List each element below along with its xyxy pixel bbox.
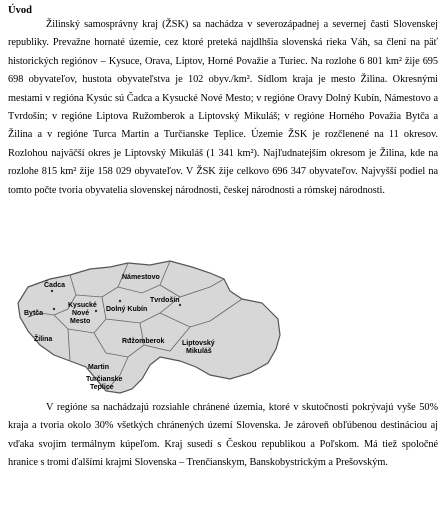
label-nove: Nové bbox=[72, 310, 90, 317]
label-cadca: Čadca bbox=[44, 282, 66, 289]
label-liptovsky: Liptovský bbox=[182, 340, 215, 347]
region-map-graphic bbox=[10, 257, 286, 395]
label-zilina: Žilina bbox=[34, 336, 53, 343]
label-bytca: Bytča bbox=[24, 310, 44, 317]
intro-paragraph: Žilinský samosprávny kraj (ŽSK) sa nachádza v severozápadnej a severnej časti Slovenskej republiky. Prevažne hornaté územie, cez ktoré preteká najdlhšia slovenská rieka Váh, sa člení na päť historických regiónov – Kysuce, Orava, Liptov, Horné Považie a Turiec. Na rozlohe 6 801 km² žije 695 698 obyvateľov, hustota obyvateľstva je 102 obyv./km². Sídlom kraja je mesto Žilina. Okresnými mestami v regióna Kysúc sú Čadca a Kysucké Nové Mesto; v regióne Oravy Dolný Kubín, Námestovo a Tvrdošín; v regióne Liptova Ružomberok a Liptovský Mikuláš; v regióne Horného Považia Bytča a Žilina a v regióne Turca Martin a Turčianske Teplice. Územie ŽSK je rozčlenené na 11 okresov. Rozlohou najväčší okres je Liptovský Mikuláš (1 341 km²). Najľudnatejším okresom je Žilina, kde na rozlohe 815 km² žije 158 029 obyvateľov. V ŽSK žije celkovo 696 347 obyvateľov. Najvyšší podiel na tomto počte tvoria obyvatelia slovenskej národnosti, českej národnosti a rómskej národnosti. bbox=[8, 19, 438, 196]
protected-areas-paragraph: V regióne sa nachádzajú rozsiahle chránené územia, ktoré v skutočnosti pokrývajú vyše 50% kraja a tvoria okolo 30% všetkých chránených území Slovenska. Je zároveň obľúbenou destináciou aj vďaka svojim termálnym kúpeľom. Kraj susedí s Českou republikou a Poľskom. Má tiež spoločné hranice s tromi ďalšími krajmi Slovenska – Trenčianskym, Banskobystrickým a Prešovským. bbox=[8, 402, 438, 469]
label-turcianske: Turčianske bbox=[86, 376, 123, 383]
label-mesto: Mesto bbox=[70, 318, 91, 325]
section-heading: Úvod bbox=[8, 5, 32, 16]
label-martin: Martin bbox=[88, 364, 109, 371]
region-map bbox=[10, 257, 286, 395]
label-dolny-kubin: Dolný Kubín bbox=[106, 306, 148, 313]
label-mikulas: Mikuláš bbox=[186, 348, 212, 355]
label-ruzomberok: Ružomberok bbox=[122, 338, 165, 345]
label-namestovo: Námestovo bbox=[122, 274, 160, 281]
label-tvrdosin: Tvrdošín bbox=[150, 297, 180, 304]
label-teplice: Teplice bbox=[90, 384, 114, 391]
label-kysucke: Kysucké bbox=[68, 302, 97, 309]
